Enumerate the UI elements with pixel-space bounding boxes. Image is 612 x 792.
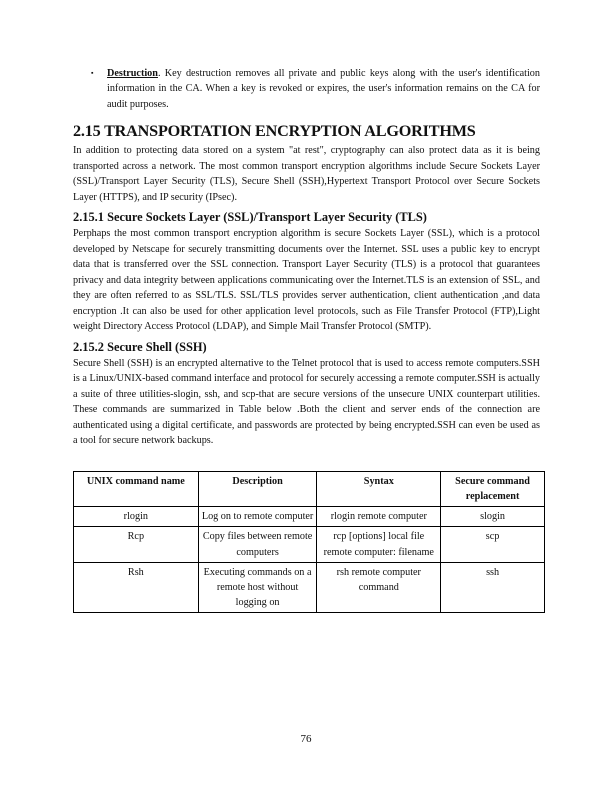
table-row <box>74 507 545 527</box>
page-number: 76 <box>300 733 312 745</box>
table-cell: rsh remote computer command <box>317 562 441 613</box>
table-header: Secure command replacement <box>441 471 545 506</box>
table-cell: rcp [options] local file remote computer: filename <box>317 527 441 562</box>
table-cell: scp <box>441 527 545 562</box>
ssl-paragraph: Perphaps the most common transport encryption algorithm is secure Sockets Layer (SSL), which is a protocol developed by Netscape for securely transmitting documents over the Internet. SSL uses a public key to encrypt data that is transferred over the SSL connection. Transport Layer Security (TLS) is a protocol that guarantees privacy and data integrity between applications communicating over the Internet.TLS is an extension of SSL, and they are often referred to as SSL/TLS. SSL/TLS provides server authentication, client authentication ,and data encryption .It can also be used for other application level protocols, such as File Transfer Protocol (FTP),Light weight Directory Access Protocol (LDAP), and Simple Mail Transfer Protocol (SMTP). <box>73 228 540 333</box>
table-header: Syntax <box>317 471 441 506</box>
square-bullet-icon: ▪ <box>91 69 94 77</box>
table-header-row <box>74 471 545 506</box>
table-header: UNIX command name <box>74 471 199 506</box>
table-cell: Executing commands on a remote host without logging on <box>198 562 317 613</box>
bullet-item-destruction <box>91 66 540 112</box>
bullet-body: . Key destruction removes all private and public keys along with the user's identification information in the CA. When a key is revoked or expires, the user's information remains on the CA for audit purposes. <box>107 68 540 110</box>
table-cell: Log on to remote computer <box>198 507 317 527</box>
table-header: Description <box>198 471 317 506</box>
table-cell: Rcp <box>74 527 199 562</box>
document-page <box>73 66 540 613</box>
table-cell: Copy files between remote computers <box>198 527 317 562</box>
section-paragraph: In addition to protecting data stored on a system "at rest", cryptography can also protect data as it is being transported across a network. The most common transport encryption algorithms include Secure Sockets Layer (SSL)/Transport Layer Security (TLS), Secure Shell (SSH),Hypertext Transport Protocol over Secure Sockets Layer (HTTPS), and IP security (IPsec). <box>73 145 540 203</box>
table-row <box>74 562 545 613</box>
table-cell: slogin <box>441 507 545 527</box>
unix-commands-table <box>73 471 545 614</box>
table-cell: rlogin remote computer <box>317 507 441 527</box>
table-cell: rlogin <box>74 507 199 527</box>
bullet-text <box>107 66 540 112</box>
table-cell: ssh <box>441 562 545 613</box>
ssl-heading: 2.15.1 Secure Sockets Layer (SSL)/Transport Layer Security (TLS) <box>73 210 427 225</box>
table-row <box>74 527 545 562</box>
table-cell: Rsh <box>74 562 199 613</box>
ssh-paragraph: Secure Shell (SSH) is an encrypted alternative to the Telnet protocol that is used to access remote computers.SSH is a Linux/UNIX-based command interface and protocol for securely accessing a remote computer.SSH is actually a suite of three utilities-slogin, ssh, and scp-that are secure versions of the unsecure UNIX counterpart utilities. These commands are summarized in Table below .Both the client and server ends of the connection are authenticated using a digital certificate, and passwords are protected by being encrypted.SSH can even be used as a tool for secure network backups. <box>73 357 540 447</box>
bullet-term: Destruction <box>107 68 158 79</box>
section-heading: 2.15 TRANSPORTATION ENCRYPTION ALGORITHMS <box>73 122 476 141</box>
ssh-heading: 2.15.2 Secure Shell (SSH) <box>73 339 207 354</box>
